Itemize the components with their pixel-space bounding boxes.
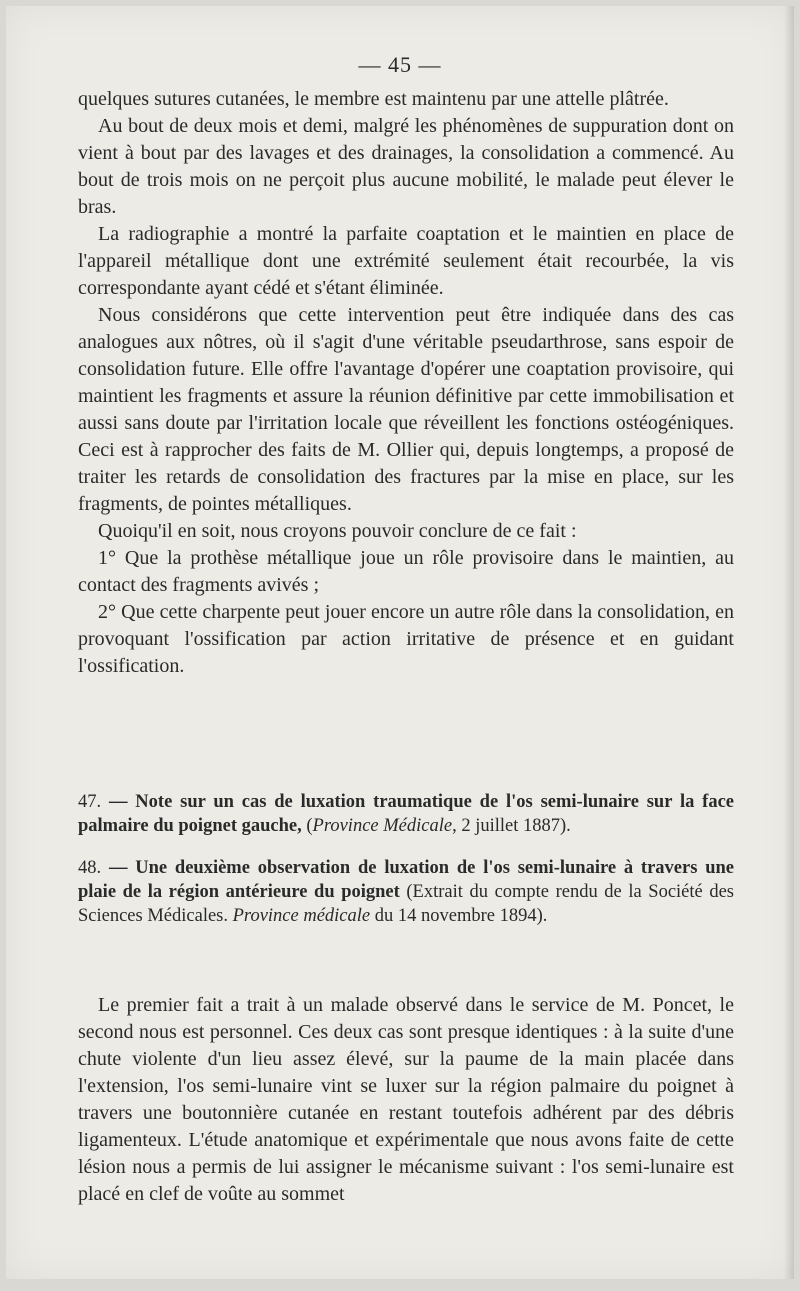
closing-text <box>78 992 734 1208</box>
reference-journal: Province médicale <box>232 906 371 926</box>
scanned-page <box>6 6 794 1279</box>
reference-source-suffix: , 2 juillet 1887). <box>452 816 571 836</box>
reference-source-prefix: ( <box>306 816 313 836</box>
reference-title: — Une deuxième observation de luxation de l'os semi-lunaire à travers une plaie de la région antérieure du poignet <box>78 858 734 902</box>
page-number: — 45 — <box>358 52 442 77</box>
reference-source-suffix: du 14 novembre 1894). <box>370 906 548 926</box>
paragraph: Au bout de deux mois et demi, malgré les phénomènes de suppuration dont on vient à bout par des lavages et des drainages, la consolidation a commencé. Au bout de trois mois on ne perçoit plus aucune mobilité, le malade peut élever le bras. <box>78 115 734 218</box>
reference-47 <box>78 790 734 838</box>
paragraph: Le premier fait a trait à un malade observé dans le service de M. Poncet, le second nous est personnel. Ces deux cas sont presque identiques : à la suite d'une chute violente d'un lieu assez élevé, sur la paume de la main placée dans l'extension, l'os semi-lunaire vint se luxer sur la région palmaire du poignet à travers une boutonnière cutanée en restant toutefois adhérent par des débris ligamenteux. L'étude anatomique et expérimentale que nous avons faite de cette lésion nous a permis de lui assigner le mécanisme suivant : l'os semi-lunaire est placé en clef de voûte au sommet <box>78 994 734 1205</box>
main-text <box>78 86 734 680</box>
paragraph: 2° Que cette charpente peut jouer encore un autre rôle dans la consolidation, en provoquant l'ossification par action irritative de présence et en guidant l'ossification. <box>78 601 734 677</box>
reference-48 <box>78 856 734 928</box>
paragraph: Nous considérons que cette intervention peut être indiquée dans des cas analogues aux nôtres, où il s'agit d'une véritable pseudarthrose, sans espoir de consolidation future. Elle offre l'avantage d'opérer une coaptation provisoire, qui maintient les fragments et assure la réunion définitive par cette immobilisation et aussi sans doute par l'irritation locale que réveillent les fonctions ostéogéniques. Ceci est à rapprocher des faits de M. Ollier qui, depuis longtemps, a proposé de traiter les retards de consolidation des fractures par la mise en place, sur les fragments, de pointes métalliques. <box>78 304 734 515</box>
paragraph: quelques sutures cutanées, le membre est maintenu par une attelle plâtrée. <box>78 88 669 110</box>
reference-number: 47. <box>78 792 102 812</box>
page-edge-shadow <box>784 6 794 1279</box>
bibliography <box>78 790 734 946</box>
reference-title: — Note sur un cas de luxation traumatique de l'os semi-lunaire sur la face palmaire du poignet gauche, <box>78 792 734 836</box>
paragraph: 1° Que la prothèse métallique joue un rôle provisoire dans le maintien, au contact des fragments avivés ; <box>78 547 734 596</box>
paragraph: La radiographie a montré la parfaite coaptation et le maintien en place de l'appareil métallique dont une extrémité seulement était recourbée, la vis correspondante ayant cédé et s'étant éliminée. <box>78 223 734 299</box>
reference-number: 48. <box>78 858 102 878</box>
reference-journal: Province Médicale <box>312 816 453 836</box>
reference-source-prefix: (Extrait du compte rendu de la Société des Sciences Médicales. <box>78 882 734 926</box>
paragraph: Quoiqu'il en soit, nous croyons pouvoir conclure de ce fait : <box>98 520 577 542</box>
